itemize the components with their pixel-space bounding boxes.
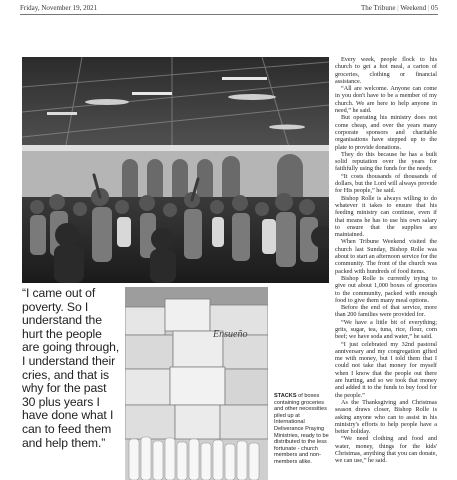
caption-lead: STACKS xyxy=(274,393,297,399)
header-date: Friday, November 19, 2021 xyxy=(20,4,98,12)
article-paragraph: “It costs thousands of thousands of dollars, but the Lord will always provide for His people,” he said. xyxy=(335,172,437,195)
header-page-number: 05 xyxy=(431,4,438,12)
page-header xyxy=(20,2,438,14)
article-paragraph: Before the end of that service, more than 200 families were provided for. xyxy=(335,304,437,319)
article-paragraph: “We have a little bit of everything; grits, sugar, tea, tuna, rice, flour, corn beef; we have soda and water,” he said. xyxy=(335,318,437,341)
header-publication: The Tribune xyxy=(361,4,396,12)
article-column xyxy=(335,56,437,480)
article-paragraph: Bishop Rolle is currently trying to give out about 1,000 boxes of groceries to the community, packed with enough food to give them many meal options. xyxy=(335,274,437,304)
article-paragraph: They do this because he has a built solid reputation over the years for faithfully using the funds for the needy. xyxy=(335,150,437,173)
article-paragraph: Bishop Rolle is always willing to do whatever it takes to ensure that his feeding ministry can continue, even if that means he has to use his own salary to ensure that the supplies are maintained. xyxy=(335,194,437,239)
article-paragraph: When Tribune Weekend visited the church last Sunday, Bishop Rolle was about to start an afternoon service for the community. The front of the church was packed with hundreds of food items. xyxy=(335,238,437,275)
article-paragraph: “I just celebrated my 32nd pastoral anniversary and my congregation gifted me with money, but I told them that I could not take that money for myself when I know that the people out there are hurting, and so we took that money and added it to the funds to buy food for the people.” xyxy=(335,340,437,399)
article-paragraph: “All are welcome. Anyone can come in you don't have to be a member of my church. We are here to help anyone in need,” he said. xyxy=(335,85,437,115)
photo-caption xyxy=(274,393,330,466)
header-right: The Tribune | Weekend | 05 xyxy=(361,4,438,12)
church-congregation-photo xyxy=(22,57,329,283)
pull-quote: “I came out of poverty. So I understand the hurt the people are going through, I understand their cries, and that is why for the past 30 plus years I have done what I can to feed them and help them.” xyxy=(22,286,120,450)
caption-text: of boxes containing groceries and other necessities piled up at International Deliverance Praying Ministries, ready to be distributed to the less fortunate - church members and non-members alike. xyxy=(274,393,329,465)
article-paragraph: “We need clothing and food and water, money, things for the kids' Christmas, anything that you can donate, we can use,” he said. xyxy=(335,435,437,465)
article-paragraph: But operating his ministry does not come cheap, and over the years many corporate sponsors and charitable organisations have stepped up to the plate to provide donations. xyxy=(335,114,437,151)
header-section: Weekend xyxy=(400,4,427,12)
box-brand-label: Ensueño xyxy=(213,329,248,340)
grocery-boxes-photo xyxy=(125,287,268,480)
article-paragraph: As the Thanksgiving and Christmas season draws closer, Bishop Rolle is asking anyone who can to assist in his ministry's efforts to help people have a better holiday. xyxy=(335,398,437,436)
article-paragraph: Every week, people flock to his church to get a hot meal, a carton of groceries, clothing or financial assistance. xyxy=(335,56,437,85)
header-rule xyxy=(20,14,438,15)
